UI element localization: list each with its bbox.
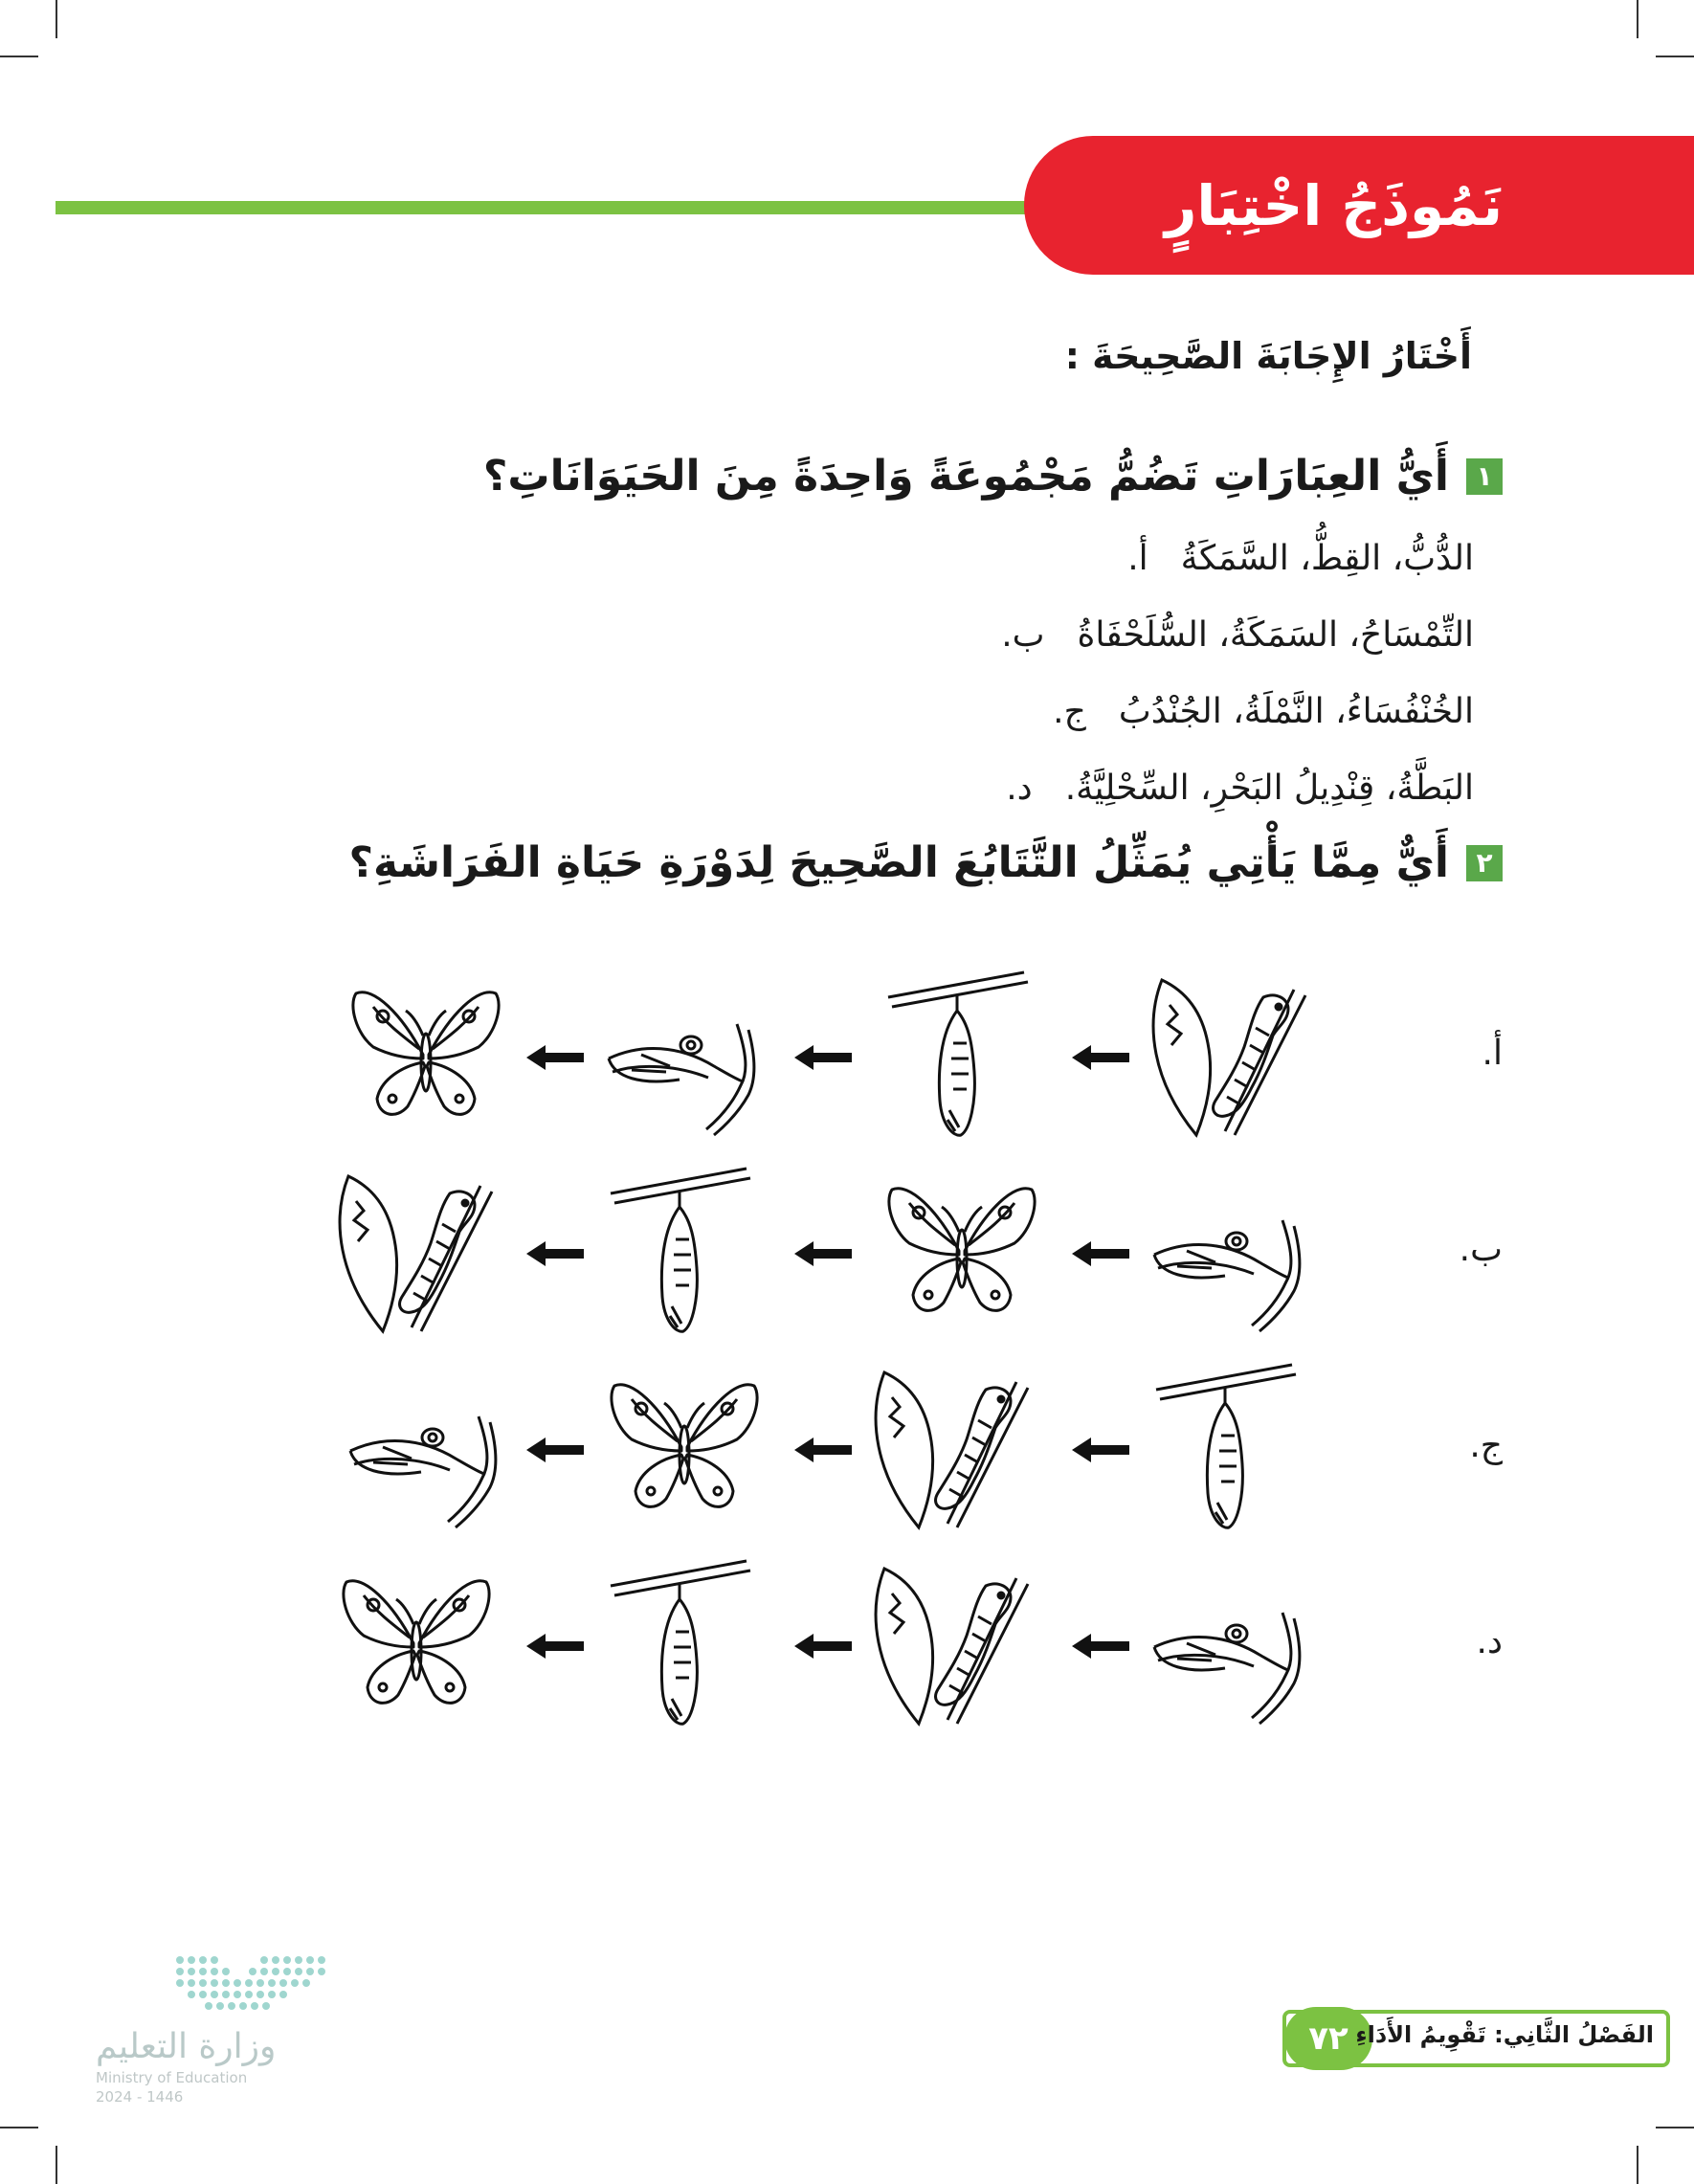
arrow-left-icon: [794, 1632, 852, 1660]
option-letter: ج.: [1053, 692, 1086, 731]
caterpillar-icon: [871, 1359, 1034, 1541]
q2-option-c[interactable]: [325, 1359, 1503, 1541]
pupa-icon: [603, 1555, 766, 1737]
caterpillar-icon: [871, 1555, 1034, 1737]
crop-mark: [1656, 2127, 1694, 2128]
arrow-left-icon: [526, 1043, 584, 1072]
question-1: [483, 452, 1503, 501]
q2-option-b[interactable]: [325, 1163, 1503, 1345]
butterfly-icon: [335, 1555, 498, 1737]
option-text: التِّمْسَاحُ، السَمَكَةُ، السُّلَحْفَاةُ: [1077, 615, 1474, 655]
crop-mark: [56, 0, 57, 38]
pupa-icon: [603, 1163, 766, 1345]
crop-mark: [0, 56, 38, 57]
q1-option-c[interactable]: [1048, 692, 1474, 731]
butterfly-icon: [603, 1359, 766, 1541]
question-text: أَيٌّ مِمَّا يَأْتِي يُمَثِّلُ التَّتَابُعَ الصَّحِيحَ لِدَوْرَةِ حَيَاةِ الفَرَاشَةِ؟: [348, 838, 1449, 887]
option-letter: أ.: [1482, 1034, 1503, 1073]
option-letter: ب.: [1001, 615, 1045, 655]
caterpillar-icon: [335, 1163, 498, 1345]
chapter-title: الفَصْلُ الثَّانِي: تَقْوِيمُ الأَدَاءِ: [1355, 2021, 1654, 2048]
crop-mark: [1637, 0, 1638, 38]
arrow-left-icon: [526, 1632, 584, 1660]
arrow-left-icon: [794, 1043, 852, 1072]
egg-icon: [603, 967, 766, 1148]
crop-mark: [1637, 2146, 1638, 2184]
option-text: البَطَّةُ، قِنْدِيلُ البَحْرِ، السِّحْلِيَّةُ.: [1064, 769, 1474, 808]
pupa-icon: [1148, 1359, 1311, 1541]
ministry-name-ar: وزارة التعليم: [96, 2027, 277, 2066]
option-letter: أ.: [1127, 539, 1148, 578]
q2-option-d[interactable]: [325, 1555, 1503, 1737]
option-letter: د.: [1476, 1622, 1503, 1661]
arrow-left-icon: [526, 1239, 584, 1268]
arrow-left-icon: [526, 1436, 584, 1464]
question-number: ١: [1466, 458, 1503, 495]
arrow-left-icon: [794, 1239, 852, 1268]
title-banner: [1024, 136, 1694, 275]
option-text: الخُنْفُسَاءُ، النَّمْلَةُ، الجُنْدُبُ: [1118, 692, 1474, 731]
ministry-name-en: Ministry of Education: [96, 2069, 248, 2086]
option-letter: د.: [1006, 769, 1033, 808]
q2-option-a[interactable]: [325, 967, 1503, 1148]
instruction-text: أَخْتَارُ الإِجَابَةَ الصَّحِيحَةَ :: [1064, 335, 1472, 377]
arrow-left-icon: [1072, 1632, 1129, 1660]
egg-icon: [1148, 1163, 1311, 1345]
arrow-left-icon: [1072, 1436, 1129, 1464]
egg-icon: [345, 1359, 507, 1541]
arrow-left-icon: [1072, 1043, 1129, 1072]
q1-option-d[interactable]: [994, 769, 1474, 808]
pupa-icon: [880, 967, 1043, 1148]
butterfly-icon: [880, 1163, 1043, 1345]
ministry-year: 2024 - 1446: [96, 2088, 184, 2106]
page-title: نَمُوذَجُ اخْتِبَارٍ: [1165, 172, 1503, 238]
option-letter: ج.: [1469, 1426, 1503, 1465]
crop-mark: [56, 2146, 57, 2184]
option-text: الدُّبُّ، القِطُّ، السَّمَكَةُ: [1180, 539, 1474, 578]
arrow-left-icon: [794, 1436, 852, 1464]
question-text: أَيُّ العِبَارَاتِ تَضُمُّ مَجْمُوعَةً وَاحِدَةً مِنَ الحَيَوَانَاتِ؟: [482, 452, 1449, 501]
arrow-left-icon: [1072, 1239, 1129, 1268]
header-rule: [56, 201, 1051, 214]
crop-mark: [0, 2127, 38, 2128]
egg-icon: [1148, 1555, 1311, 1737]
q1-option-a[interactable]: [1110, 539, 1474, 578]
crop-mark: [1656, 56, 1694, 57]
question-number: ٢: [1466, 845, 1503, 881]
caterpillar-icon: [1148, 967, 1311, 1148]
q1-option-b[interactable]: [1001, 615, 1474, 655]
question-2: [349, 838, 1503, 887]
option-letter: ب.: [1459, 1230, 1503, 1269]
butterfly-icon: [345, 967, 507, 1148]
page-number: ٧٢: [1284, 2007, 1372, 2070]
